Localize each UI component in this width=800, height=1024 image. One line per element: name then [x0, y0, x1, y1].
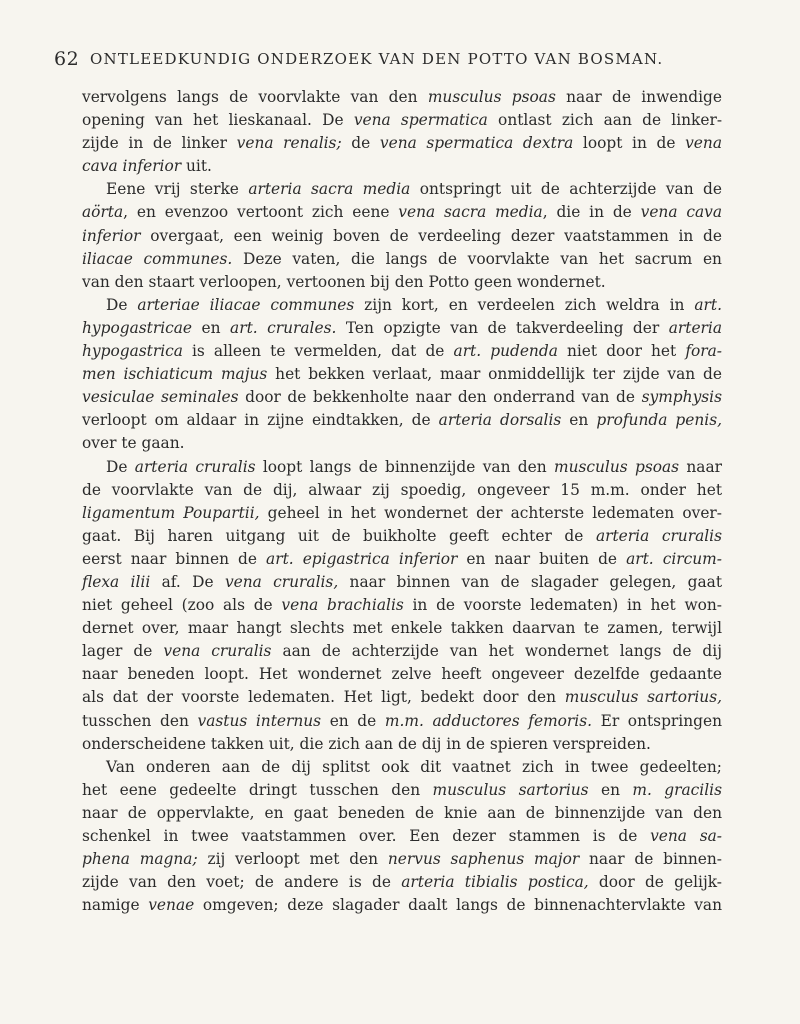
- text-line: verloopt om aldaar in zijne eindtakken, de arteria dorsalis en profunda penis,: [82, 411, 722, 430]
- text-line: phena magna; zij verloopt met den nervus saphenus major naar de binnen-: [82, 850, 722, 869]
- text-line: schenkel in twee vaatstammen over. Een dezer stammen is de vena sa-: [82, 827, 722, 845]
- text-line: eerst naar binnen de art. epigastrica inferior en naar buiten de art. circum-: [82, 549, 722, 568]
- text-line: ligamentum Poupartii, geheel in het wondernet der achterste ledematen over-: [82, 503, 722, 522]
- text-line: naar de oppervlakte, en gaat beneden de knie aan de binnenzijde van den: [82, 803, 722, 822]
- text-line: Eene vrij sterke arteria sacra media ontspringt uit de achterzijde van de: [106, 180, 722, 199]
- text-line: namige venae omgeven; deze slagader daalt langs de binnenachtervlakte van: [82, 896, 722, 915]
- text-line: de voorvlakte van de dij, alwaar zij spoedig, ongeveer 15 m.m. onder het: [82, 480, 722, 499]
- body-text: [82, 86, 722, 917]
- text-line: men ischiaticum majus het bekken verlaat, maar onmiddellijk ter zijde van de: [82, 365, 723, 384]
- text-line: zijde van den voet; de andere is de arteria tibialis postica, door de gelijk-: [82, 873, 723, 892]
- text-line: tusschen den vastus internus en de m.m. adductores femoris. Er ontspringen: [82, 711, 722, 730]
- text-line: als dat der voorste ledematen. Het ligt, bedekt door den musculus sartorius,: [82, 688, 722, 707]
- text-line: vesiculae seminales door de bekkenholte naar den onderrand van de symphysis: [82, 388, 722, 407]
- text-line: onderscheidene takken uit, die zich aan de dij in de spieren verspreiden.: [82, 734, 651, 753]
- text-line: Van onderen aan de dij splitst ook dit vaatnet zich in twee gedeelten;: [106, 757, 722, 776]
- text-line: inferior overgaat, een weinig boven de verdeeling dezer vaatstammen in de: [82, 226, 722, 245]
- text-line: aörta, en evenzoo vertoont zich eene vena sacra media, die in de vena cava: [82, 203, 723, 222]
- text-line: lager de vena cruralis aan de achterzijde van het wondernet langs de dij: [82, 642, 722, 661]
- text-line: niet geheel (zoo als de vena brachialis in de voorste ledematen) in het won-: [82, 596, 723, 615]
- text-line: De arteria cruralis loopt langs de binnenzijde van den musculus psoas naar: [106, 457, 722, 476]
- text-line: opening van het lieskanaal. De vena spermatica ontlast zich aan de linker-: [82, 111, 723, 130]
- text-line: van den staart verloopen, vertoonen bij den Potto geen wondernet.: [82, 272, 606, 291]
- text-line: hypogastricae en art. crurales. Ten opzigte van de takverdeeling der arteria: [82, 318, 723, 337]
- text-line: cava inferior uit.: [82, 157, 212, 176]
- text-line: het eene gedeelte dringt tusschen den musculus sartorius en m. gracilis: [82, 780, 722, 799]
- text-line: naar beneden loopt. Het wondernet zelve heeft ongeveer dezelfde gedaante: [82, 665, 722, 684]
- text-line: gaat. Bij haren uitgang uit de buikholte geeft echter de arteria cruralis: [82, 526, 722, 545]
- text-line: flexa ilii af. De vena cruralis, naar binnen van de slagader gelegen, gaat: [82, 572, 723, 591]
- text-line: De arteriae iliacae communes zijn kort, en verdeelen zich weldra in art.: [106, 295, 722, 314]
- text-line: vervolgens langs de voorvlakte van den musculus psoas naar de inwendige: [82, 88, 722, 106]
- page-number: 62: [54, 48, 80, 70]
- text-line: zijde in de linker vena renalis; de vena spermatica dextra loopt in de vena: [82, 134, 723, 153]
- text-line: hypogastrica is alleen te vermelden, dat de art. pudenda niet door het fora-: [82, 342, 723, 361]
- running-title: ONTLEEDKUNDIG ONDERZOEK VAN DEN POTTO VAN BOSMAN.: [90, 50, 664, 68]
- text-line: dernet over, maar hangt slechts met enkele takken daarvan te zamen, terwijl: [82, 619, 722, 638]
- text-line: iliacae communes. Deze vaten, die langs de voorvlakte van het sacrum en: [82, 249, 722, 268]
- text-line: over te gaan.: [82, 434, 185, 453]
- page-header: [54, 48, 754, 74]
